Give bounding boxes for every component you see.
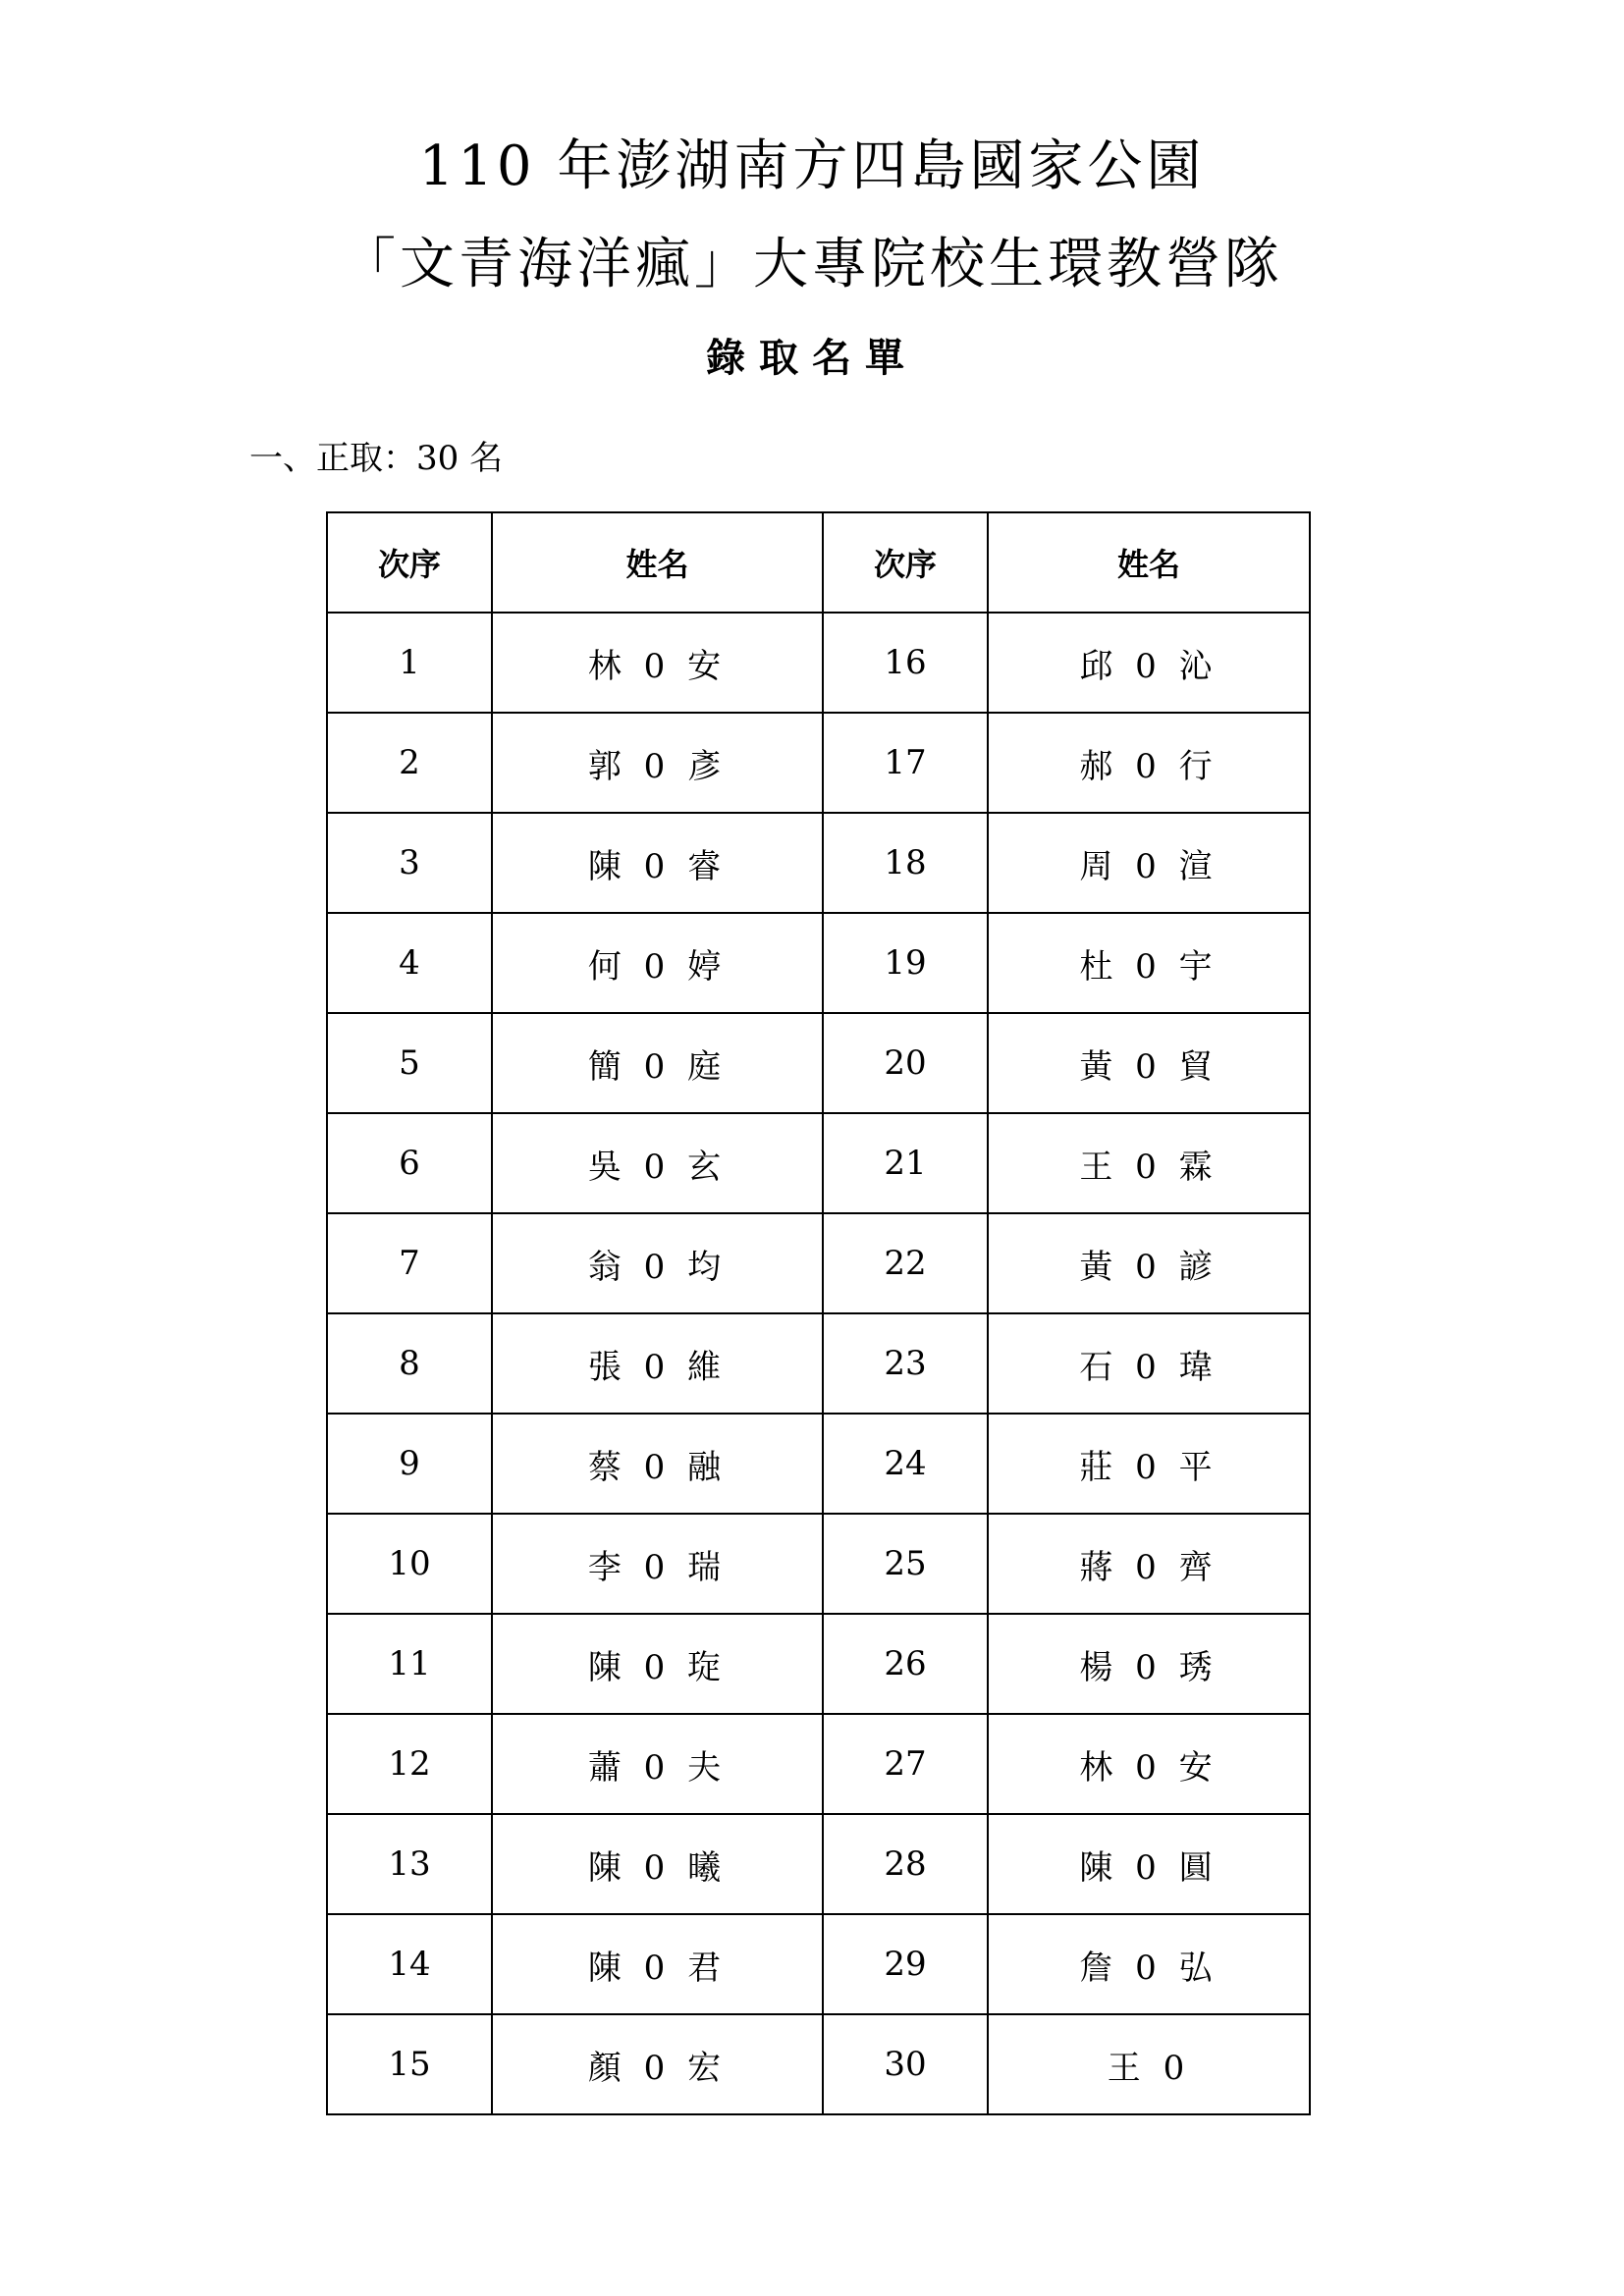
table-row	[327, 1714, 1310, 1814]
name-cell: 李 0 瑞	[492, 1514, 823, 1614]
order-cell: 18	[823, 813, 988, 913]
order-cell: 7	[327, 1213, 492, 1313]
order-cell: 14	[327, 1914, 492, 2014]
order-cell: 27	[823, 1714, 988, 1814]
name-cell: 陳 0 曦	[492, 1814, 823, 1914]
name-cell: 詹 0 弘	[988, 1914, 1310, 2014]
table-row	[327, 2014, 1310, 2114]
name-cell: 黃 0 諺	[988, 1213, 1310, 1313]
header-name-right: 姓名	[988, 512, 1310, 613]
order-cell: 24	[823, 1414, 988, 1514]
order-cell: 30	[823, 2014, 988, 2114]
order-cell: 22	[823, 1213, 988, 1313]
name-cell: 簡 0 庭	[492, 1013, 823, 1113]
order-cell: 17	[823, 713, 988, 813]
name-cell: 周 0 渲	[988, 813, 1310, 913]
name-cell: 顏 0 宏	[492, 2014, 823, 2114]
name-cell: 翁 0 均	[492, 1213, 823, 1313]
name-cell: 蕭 0 夫	[492, 1714, 823, 1814]
order-cell: 4	[327, 913, 492, 1013]
document-subtitle: 錄取名單	[706, 335, 918, 381]
name-cell: 陳 0 琁	[492, 1614, 823, 1714]
order-cell: 26	[823, 1614, 988, 1714]
name-cell: 莊 0 平	[988, 1414, 1310, 1514]
name-cell: 蔣 0 齊	[988, 1514, 1310, 1614]
name-cell: 吳 0 玄	[492, 1113, 823, 1213]
table-row	[327, 1514, 1310, 1614]
name-cell: 楊 0 琇	[988, 1614, 1310, 1714]
admission-list-table	[326, 511, 1311, 2115]
name-cell: 郝 0 行	[988, 713, 1310, 813]
order-cell: 19	[823, 913, 988, 1013]
name-cell: 張 0 維	[492, 1313, 823, 1414]
header-name-left: 姓名	[492, 512, 823, 613]
name-cell: 王 0 霖	[988, 1113, 1310, 1213]
name-cell: 林 0 安	[492, 613, 823, 713]
order-cell: 28	[823, 1814, 988, 1914]
name-cell: 黃 0 貿	[988, 1013, 1310, 1113]
name-cell: 郭 0 彥	[492, 713, 823, 813]
table-body	[327, 613, 1310, 2114]
order-cell: 10	[327, 1514, 492, 1614]
table-row	[327, 913, 1310, 1013]
table-row	[327, 713, 1310, 813]
order-cell: 9	[327, 1414, 492, 1514]
name-cell: 王 0	[988, 2014, 1310, 2114]
table-row	[327, 1313, 1310, 1414]
name-cell: 何 0 婷	[492, 913, 823, 1013]
order-cell: 8	[327, 1313, 492, 1414]
order-cell: 5	[327, 1013, 492, 1113]
order-cell: 16	[823, 613, 988, 713]
order-cell: 11	[327, 1614, 492, 1714]
name-cell: 蔡 0 融	[492, 1414, 823, 1514]
table-row	[327, 1013, 1310, 1113]
name-cell: 陳 0 睿	[492, 813, 823, 913]
table-row	[327, 1814, 1310, 1914]
table-row	[327, 813, 1310, 913]
name-cell: 陳 0 君	[492, 1914, 823, 2014]
order-cell: 15	[327, 2014, 492, 2114]
header-order-right: 次序	[823, 512, 988, 613]
document-title-line-2: 「文青海洋瘋」大專院校生環教營隊	[341, 233, 1283, 296]
header-order-left: 次序	[327, 512, 492, 613]
name-cell: 杜 0 宇	[988, 913, 1310, 1013]
section-heading: 一、正取：30 名	[249, 439, 504, 478]
table-row	[327, 1914, 1310, 2014]
order-cell: 1	[327, 613, 492, 713]
order-cell: 13	[327, 1814, 492, 1914]
order-cell: 29	[823, 1914, 988, 2014]
table-row	[327, 613, 1310, 713]
name-cell: 林 0 安	[988, 1714, 1310, 1814]
order-cell: 21	[823, 1113, 988, 1213]
order-cell: 25	[823, 1514, 988, 1614]
order-cell: 12	[327, 1714, 492, 1814]
table-row	[327, 1414, 1310, 1514]
order-cell: 20	[823, 1013, 988, 1113]
order-cell: 6	[327, 1113, 492, 1213]
table-row	[327, 1113, 1310, 1213]
table-row	[327, 1614, 1310, 1714]
table-header-row	[327, 512, 1310, 613]
name-cell: 陳 0 圓	[988, 1814, 1310, 1914]
table-row	[327, 1213, 1310, 1313]
order-cell: 3	[327, 813, 492, 913]
name-cell: 邱 0 沁	[988, 613, 1310, 713]
name-cell: 石 0 瑋	[988, 1313, 1310, 1414]
order-cell: 23	[823, 1313, 988, 1414]
document-title-line-1: 110 年澎湖南方四島國家公園	[418, 134, 1206, 198]
order-cell: 2	[327, 713, 492, 813]
